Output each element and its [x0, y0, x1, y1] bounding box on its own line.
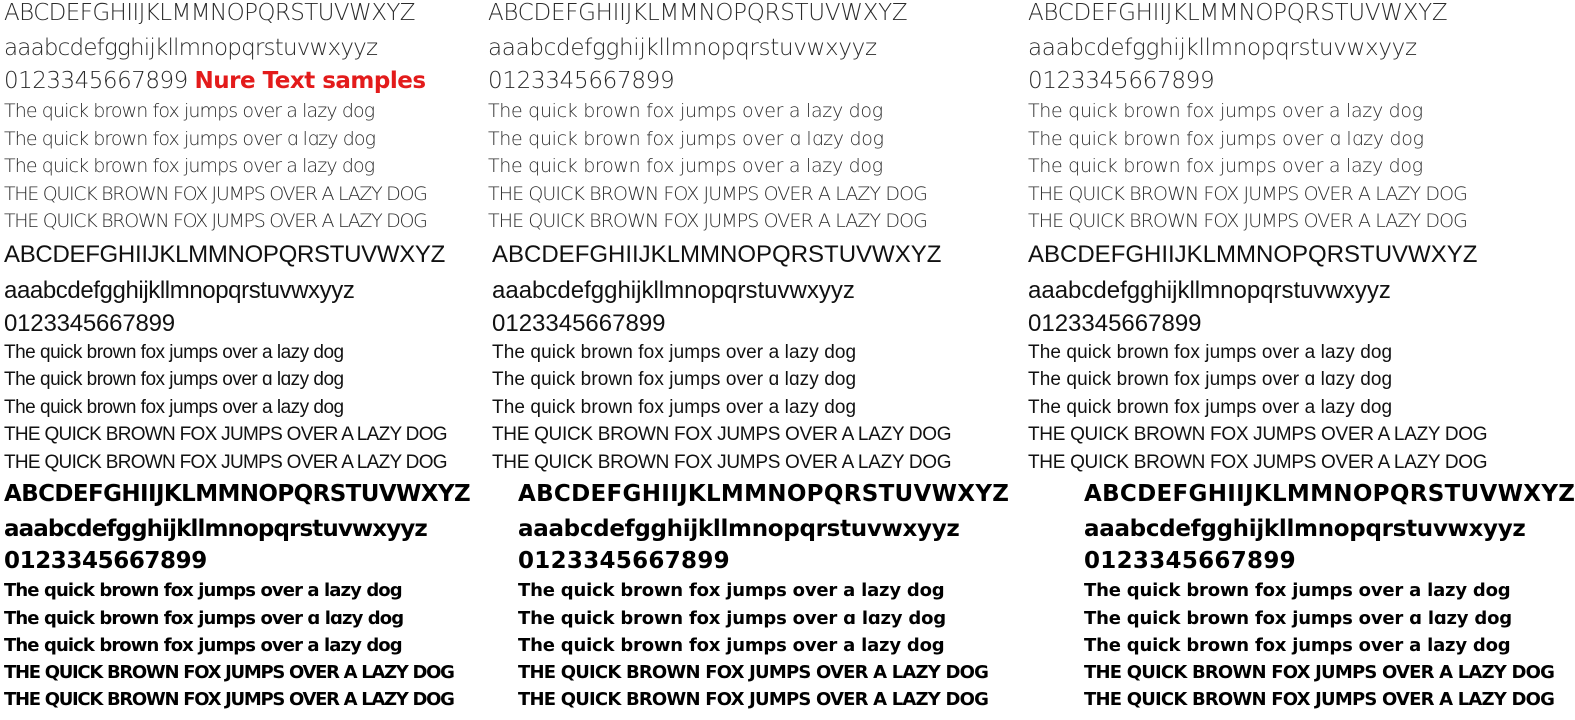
regular-sentence-1: The quick brown fox jumps over a lazy dog	[492, 342, 857, 363]
regular-caps-1: THE QUICK BROWN FOX JUMPS OVER A LAZY DOG	[4, 424, 447, 445]
regular-sentence-3: The quick brown fox jumps over a lazy dog	[4, 397, 344, 418]
regular-digits: 0123345667899	[4, 310, 175, 337]
light-sentence-3: The quick brown fox jumps over a lazy dog	[488, 155, 883, 177]
bold-sentence-1: The quick brown fox jumps over a lazy dog	[4, 580, 402, 601]
bold-sentence-2: The quick brown fox jumps over ɑ lɑzy dog	[4, 608, 404, 629]
bold-sentence-2: The quick brown fox jumps over ɑ lɑzy dog	[1084, 608, 1512, 629]
page-title: Nure Text samples	[194, 68, 426, 94]
bold-caps-1: THE QUICK BROWN FOX JUMPS OVER A LAZY DOG	[1084, 662, 1555, 683]
light-sentence-2: The quick brown fox jumps over ɑ lɑzy dog	[1028, 128, 1424, 150]
regular-sentence-2: The quick brown fox jumps over ɑ lɑzy dog	[492, 369, 857, 390]
regular-caps-2: THE QUICK BROWN FOX JUMPS OVER A LAZY DOG	[4, 452, 447, 473]
light-sentence-3: The quick brown fox jumps over a lazy dog	[4, 155, 375, 177]
light-sentence-2: The quick brown fox jumps over ɑ lɑzy dog	[488, 128, 884, 150]
bold-lowercase: aaabcdefgghijkllmnopqrstuvwxyyz	[518, 516, 960, 542]
bold-sentence-1: The quick brown fox jumps over a lazy dog	[518, 580, 945, 601]
light-sentence-1: The quick brown fox jumps over a lazy dog	[488, 100, 883, 122]
light-lowercase: aaabcdefgghijkllmnopqrstuvwxyyz	[488, 35, 877, 61]
light-sentence-1: The quick brown fox jumps over a lazy dog	[4, 100, 375, 122]
bold-caps-2: THE QUICK BROWN FOX JUMPS OVER A LAZY DOG	[1084, 689, 1555, 710]
light-digits: 0123345667899	[1028, 68, 1215, 94]
regular-caps-2: THE QUICK BROWN FOX JUMPS OVER A LAZY DOG	[492, 452, 952, 473]
light-digits: 0123345667899	[4, 68, 188, 94]
regular-caps-1: THE QUICK BROWN FOX JUMPS OVER A LAZY DOG	[492, 424, 952, 445]
light-caps-2: THE QUICK BROWN FOX JUMPS OVER A LAZY DOG	[1028, 210, 1467, 232]
regular-digits: 0123345667899	[1028, 310, 1202, 337]
light-sentence-1: The quick brown fox jumps over a lazy dog	[1028, 100, 1423, 122]
light-caps-1: THE QUICK BROWN FOX JUMPS OVER A LAZY DOG	[1028, 183, 1467, 205]
bold-caps-1: THE QUICK BROWN FOX JUMPS OVER A LAZY DOG	[4, 662, 454, 683]
light-uppercase: ABCDEFGHIIJKLMMNOPQRSTUVWXYZ	[488, 0, 908, 26]
light-caps-2: THE QUICK BROWN FOX JUMPS OVER A LAZY DOG	[4, 210, 427, 232]
regular-digits: 0123345667899	[492, 310, 666, 337]
light-caps-1: THE QUICK BROWN FOX JUMPS OVER A LAZY DOG	[488, 183, 927, 205]
light-digits-row	[4, 70, 426, 93]
regular-sentence-1: The quick brown fox jumps over a lazy dog	[1028, 342, 1393, 363]
light-sentence-2: The quick brown fox jumps over ɑ lɑzy dog	[4, 128, 376, 150]
light-uppercase: ABCDEFGHIIJKLMMNOPQRSTUVWXYZ	[4, 0, 415, 26]
light-lowercase: aaabcdefgghijkllmnopqrstuvwxyyz	[4, 35, 378, 61]
regular-uppercase: ABCDEFGHIIJKLMMNOPQRSTUVWXYZ	[492, 241, 942, 268]
bold-uppercase: ABCDEFGHIIJKLMMNOPQRSTUVWXYZ	[518, 481, 1010, 507]
regular-lowercase: aaabcdefgghijkllmnopqrstuvwxyyz	[4, 277, 355, 304]
bold-lowercase: aaabcdefgghijkllmnopqrstuvwxyyz	[1084, 516, 1526, 542]
light-lowercase: aaabcdefgghijkllmnopqrstuvwxyyz	[1028, 35, 1417, 61]
bold-digits: 0123345667899	[1084, 548, 1296, 574]
bold-uppercase: ABCDEFGHIIJKLMMNOPQRSTUVWXYZ	[4, 481, 471, 507]
regular-lowercase: aaabcdefgghijkllmnopqrstuvwxyyz	[1028, 277, 1391, 304]
regular-lowercase: aaabcdefgghijkllmnopqrstuvwxyyz	[492, 277, 855, 304]
bold-lowercase: aaabcdefgghijkllmnopqrstuvwxyyz	[4, 516, 427, 542]
light-caps-1: THE QUICK BROWN FOX JUMPS OVER A LAZY DOG	[4, 183, 427, 205]
regular-sentence-1: The quick brown fox jumps over a lazy dog	[4, 342, 344, 363]
light-uppercase: ABCDEFGHIIJKLMMNOPQRSTUVWXYZ	[1028, 0, 1448, 26]
regular-uppercase: ABCDEFGHIIJKLMMNOPQRSTUVWXYZ	[1028, 241, 1478, 268]
bold-sentence-3: The quick brown fox jumps over a lazy dog	[518, 635, 945, 656]
regular-uppercase: ABCDEFGHIIJKLMMNOPQRSTUVWXYZ	[4, 241, 445, 268]
bold-caps-1: THE QUICK BROWN FOX JUMPS OVER A LAZY DOG	[518, 662, 989, 683]
bold-uppercase: ABCDEFGHIIJKLMMNOPQRSTUVWXYZ	[1084, 481, 1575, 507]
light-caps-2: THE QUICK BROWN FOX JUMPS OVER A LAZY DOG	[488, 210, 927, 232]
regular-caps-1: THE QUICK BROWN FOX JUMPS OVER A LAZY DOG	[1028, 424, 1488, 445]
light-digits: 0123345667899	[488, 68, 675, 94]
regular-sentence-2: The quick brown fox jumps over ɑ lɑzy dog	[4, 369, 344, 390]
regular-caps-2: THE QUICK BROWN FOX JUMPS OVER A LAZY DOG	[1028, 452, 1488, 473]
bold-sentence-3: The quick brown fox jumps over a lazy dog	[4, 635, 402, 656]
bold-sentence-2: The quick brown fox jumps over ɑ lɑzy dog	[518, 608, 946, 629]
regular-sentence-3: The quick brown fox jumps over a lazy dog	[1028, 397, 1393, 418]
bold-caps-2: THE QUICK BROWN FOX JUMPS OVER A LAZY DOG	[518, 689, 989, 710]
bold-sentence-1: The quick brown fox jumps over a lazy dog	[1084, 580, 1511, 601]
bold-digits: 0123345667899	[518, 548, 730, 574]
bold-caps-2: THE QUICK BROWN FOX JUMPS OVER A LAZY DOG	[4, 689, 454, 710]
bold-sentence-3: The quick brown fox jumps over a lazy dog	[1084, 635, 1511, 656]
regular-sentence-2: The quick brown fox jumps over ɑ lɑzy dog	[1028, 369, 1393, 390]
bold-digits: 0123345667899	[4, 548, 207, 574]
light-sentence-3: The quick brown fox jumps over a lazy dog	[1028, 155, 1423, 177]
regular-sentence-3: The quick brown fox jumps over a lazy dog	[492, 397, 857, 418]
